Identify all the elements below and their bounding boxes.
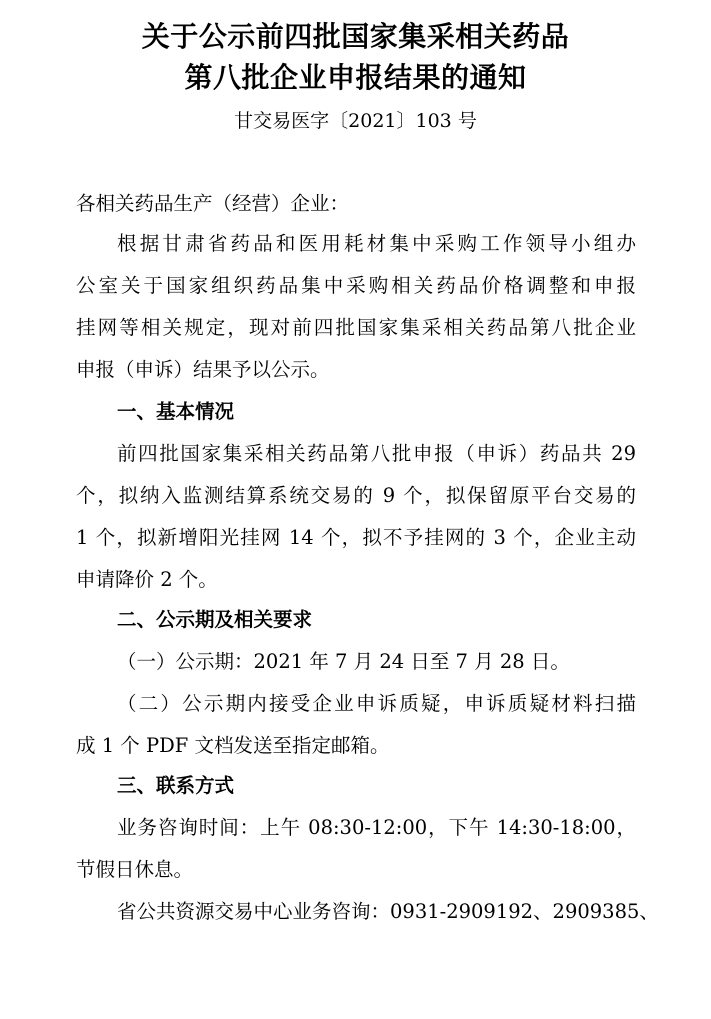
section-heading-basic-info: 一、基本情况 bbox=[117, 400, 235, 423]
publicity-item-2-continuation: 成 1 个 PDF 文档发送至指定邮箱。 bbox=[76, 734, 390, 757]
document-title-line-2: 第八批企业申报结果的通知 bbox=[184, 61, 527, 94]
section-heading-contact: 三、联系方式 bbox=[117, 774, 235, 797]
basic-info-line-3: 1 个，拟新增阳光挂网 14 个，拟不予挂网的 3 个，企业主动 bbox=[76, 526, 636, 549]
contact-phone-line: 省公共资源交易中心业务咨询：0931-2909192、2909385、 bbox=[117, 900, 659, 923]
contact-hours-line-1: 业务咨询时间：上午 08:30-12:00，下午 14:30-18:00， bbox=[117, 816, 636, 839]
basic-info-line-4: 申请降价 2 个。 bbox=[76, 568, 218, 591]
salutation: 各相关药品生产（经营）企业： bbox=[76, 192, 350, 215]
contact-hours-line-2: 节假日休息。 bbox=[76, 858, 194, 881]
intro-line-2: 公室关于国家组织药品集中采购相关药品价格调整和申报 bbox=[76, 274, 636, 297]
intro-line-1: 根据甘肃省药品和医用耗材集中采购工作领导小组办 bbox=[117, 232, 636, 255]
intro-line-3: 挂网等相关规定，现对前四批国家集采相关药品第八批企业 bbox=[76, 316, 636, 339]
basic-info-line-2: 个，拟纳入监测结算系统交易的 9 个，拟保留原平台交易的 bbox=[76, 484, 636, 507]
publicity-item-2: （二）公示期内接受企业申诉质疑，申诉质疑材料扫描 bbox=[117, 692, 636, 715]
basic-info-line-1: 前四批国家集采相关药品第八批申报（申诉）药品共 29 bbox=[117, 442, 636, 465]
document-title-line-1: 关于公示前四批国家集采相关药品 bbox=[141, 20, 570, 53]
publicity-item-1: （一）公示期：2021 年 7 月 24 日至 7 月 28 日。 bbox=[117, 650, 570, 673]
document-number: 甘交易医字〔2021〕103 号 bbox=[234, 110, 477, 132]
intro-line-4: 申报（申诉）结果予以公示。 bbox=[76, 358, 330, 381]
section-heading-publicity: 二、公示期及相关要求 bbox=[117, 608, 313, 631]
